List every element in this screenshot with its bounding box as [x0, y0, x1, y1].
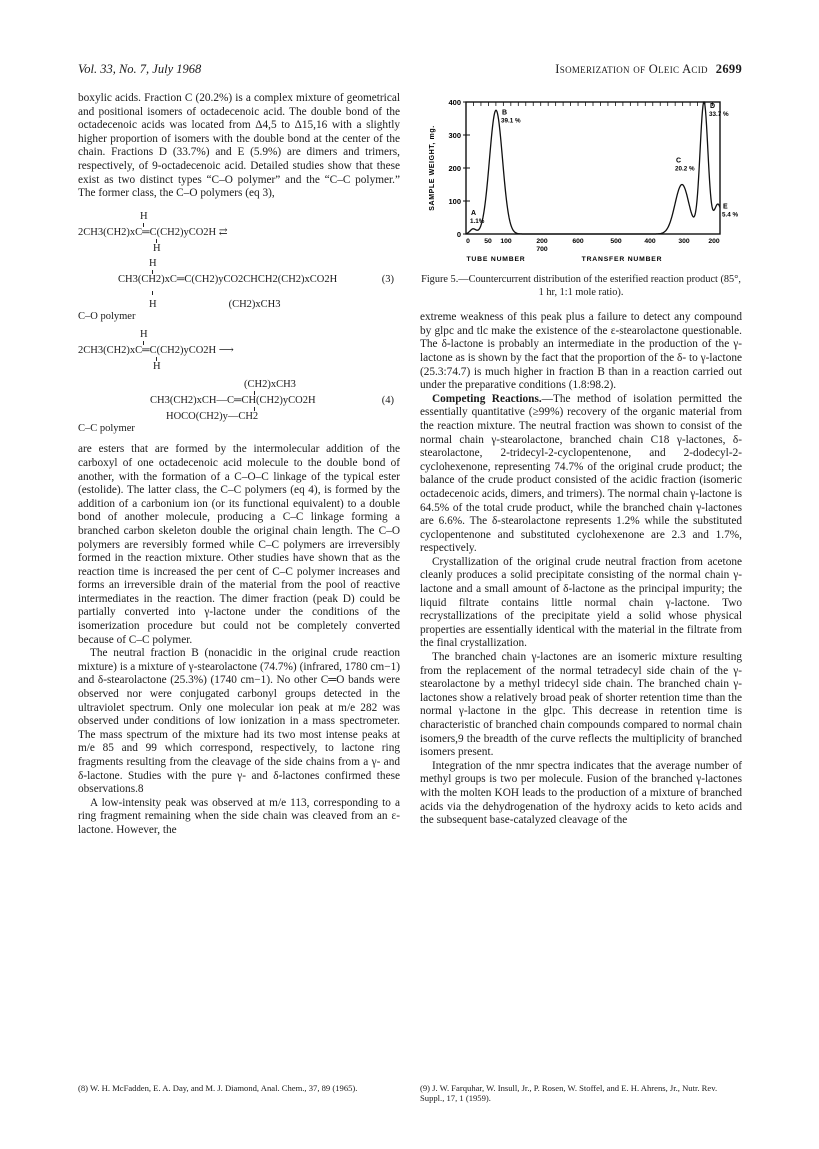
paragraph: The neutral fraction B (nonacidic in the original crude reaction mixture) is a mixture of γ-stearolactone (74.7%) (infrared, 1780 cm−1) and δ-stearolactone (25.3%) (1740 cm−1). No other C═O bands were observed nor were conjugated carbonyl groups detected in the ultraviolet spectrum. Only one molecular ion peak at m/e 282 was observed under conditions of low ionization in a mass spectrometer. The mass spectrum of the mixture had its two most intense peaks at m/e 85 and 99 which correspond, respectively, to lactone ring fragments resulting from the cleavage of the side chains from a γ- and δ-lactone. Studies with the pure γ- and δ-lactones confirmed these observations.8 [78, 647, 400, 796]
peak-letter-e: E [723, 203, 728, 211]
equation-caption: C–C polymer [78, 423, 135, 435]
page-number: 2699 [715, 62, 742, 76]
x-tick-label-transfer: 400 [644, 238, 656, 245]
paragraph: are esters that are formed by the intermolecular addition of the carboxyl of one octadecenoic acid molecule to the double bond of another, with the formation of a C–O–C linkage of the typical ester (estolide). The latter class, the C–C polymers (eq 4), is formed by the addition of a carbonium ion (or its functional equivalent) to a double bond of another molecule, producing a C–C linkage forming a branched carbon skeleton double the original chain length. The C–O polymers are reversibly formed while C–C polymers are irreversibly formed in the reaction mixture. Other studies have shown that as the reaction time is increased the per cent of C–C polymer increases and forms an irreversible drain of the material from the pool of reactive intermediates in the reaction. The dimer fraction (peak D) could be partially converted into γ-lactone under the conditions of the isomerization procedure but could not be completely converted because of C–C polymer. [78, 443, 400, 646]
running-header [78, 62, 742, 82]
y-tick-label: 100 [448, 197, 461, 206]
section-runin-heading: Competing Reactions. [432, 392, 542, 405]
paragraph: Crystallization of the original crude neutral fraction from acetone cleanly produces a solid precipitate consisting of the normal chain γ-lactone and a small amount of δ-lactone as the principal impurity; the liquid filtrate contains little normal chain γ-lactone. Two recrystallizations of the precipitate yield a solid whose physical properties are essentially identical with the material in the filtrate from the final crystallization. [420, 555, 742, 650]
peak-letter-b: B [502, 109, 508, 117]
countercurrent-chart [420, 92, 742, 270]
y-tick-label: 400 [448, 98, 461, 107]
y-axis-label: SAMPLE WEIGHT, mg. [429, 125, 436, 211]
x-tick-label-transfer: 700 [536, 246, 548, 253]
x-tick-label-tube: 50 [484, 238, 492, 245]
x-tick-label-tube: 200 [536, 238, 548, 245]
paragraph: boxylic acids. Fraction C (20.2%) is a complex mixture of geometrical and positional isomers of octadecenoic acid. The double bond of the octadecenoic acids was located from Δ4,5 to Δ15,16 with a slightly higher proportion of isomers with the double bond at the center of the chain. Fractions D (33.7%) and E (5.9%) are dimers and trimers, respectively, of 9-octadecenoic acid. Detailed studies show that these exist as two distinct types “C–O polymer” and the “C–C polymer.” The former class, the C–O polymers (eq 3), [78, 92, 400, 200]
x-axis-label-tube: TUBE NUMBER [466, 256, 526, 263]
peak-percent-e: 5.4 % [722, 211, 739, 219]
peak-percent-b: 39.1 % [501, 117, 521, 125]
equation-4: H 2CH3(CH2)xC═C(CH2)yCO2H ⟶ H (CH2)xCH3 CH3(CH2)xCH—C═CH(CH2)yCO2H (4) HOCO(CH2)y—CH2 C–C polymer [78, 329, 400, 435]
y-tick-label: 0 [456, 230, 461, 239]
running-title: Isomerization of Oleic Acid 2699 [555, 62, 742, 76]
x-tick-label-transfer: 300 [678, 238, 690, 245]
paragraph: The branched chain γ-lactones are an isomeric mixture resulting from the replacement of the normal tetradecyl side chain of the γ-stearolactone by a methyl tridecyl side chain. The branched chain γ-lactones show a relatively broad peak of shorter retention time than the normal γ-lactone in the glpc. This decrease in retention time is characteristic of branched chain compounds compared to normal chain isomers,9 the breadth of the curve reflects the multiplicity of branched isomers present. [420, 651, 742, 759]
paragraph: extreme weakness of this peak plus a failure to detect any compound by glpc and tlc make the existence of the ε-stearolactone questionable. The δ-lactone is probably an intermediate in the production of the γ-lactone as is shown by the fact that the proportion of the δ- to γ-lactone (25.3:74.7) is much higher in fraction B than in a reaction carried out under the preparative conditions (1.8:98.2). [420, 311, 742, 392]
peak-percent-a: 1.1% [470, 218, 485, 226]
right-column [420, 92, 742, 828]
x-axis-label-transfer: TRANSFER NUMBER [581, 256, 663, 263]
x-tick-label-transfer: 500 [610, 238, 622, 245]
equation-number: (3) [381, 273, 394, 285]
paragraph: A low-intensity peak was observed at m/e 113, corresponding to a ring fragment remaining when the side chain was cleaved from an ε-lactone. However, the [78, 796, 400, 836]
x-tick-label-tube: 100 [500, 238, 512, 245]
x-tick-label-transfer: 600 [572, 238, 584, 245]
peak-letter-c: C [676, 157, 682, 165]
paragraph: Competing Reactions.—The method of isolation permitted the essentially quantitative (≥99%) recovery of the organic material from the reaction mixture. The neutral fraction was shown to consist of the normal chain γ-stearolactone, branched chain C18 γ-lactones, δ-stearolactone, 2-tridecyl-2-cyclopentenone, and 2-dodecyl-2-cyclohexenone, representing 74.7% of the original crude product; the balance of the crude product consisted of the acidic fraction (isomeric octadecenoic acids, dimers, and trimers). The normal chain γ-lactone is 64.5% of the total crude product, while the branched chain γ-lactones are 6.6%. The δ-stearolactone represents 1.2% while the substituted cyclopentenone and substituted cyclohexenone are 2.3 and 1.7%, respectively. [420, 392, 742, 555]
equation-line: CH3(CH2)xC═C(CH2)yCO2CHCH2(CH2)xCO2H (3) [118, 273, 394, 285]
equation-line: CH3(CH2)xCH—C═CH(CH2)yCO2H (4) [150, 395, 394, 407]
paragraph: Integration of the nmr spectra indicates that the average number of methyl groups is two per molecule. Fusion of the branched γ-lactones with the molten KOH leads to the production of a mixture of branched acids via the dehydrogenation of the hydroxy acids to keto acids and the subsequent base-catalyzed cleavage of the [420, 759, 742, 827]
figure-5 [420, 92, 742, 270]
equation-line: 2CH3(CH2)xC═C(CH2)yCO2H ⟶ [78, 345, 234, 357]
footnote-9: (9) J. W. Farquhar, W. Insull, Jr., P. Rosen, W. Stoffel, and E. H. Ahrens, Jr., Nutr. Rev. Suppl., 17, 1 (1959). [420, 1083, 718, 1104]
journal-volume: Vol. 33, No. 7, July 1968 [78, 62, 202, 76]
footnote-8: (8) W. H. McFadden, E. A. Day, and M. J. Diamond, Anal. Chem., 37, 89 (1965). [78, 1083, 358, 1093]
figure-caption: Figure 5.—Countercurrent distribution of the esterified reaction product (85°, 1 hr, 1:1 mole ratio). [421, 274, 741, 298]
y-tick-label: 300 [448, 131, 461, 140]
peak-letter-a: A [471, 210, 477, 218]
x-tick-label-tube: 0 [466, 238, 470, 245]
peak-percent-c: 20.2 % [675, 165, 695, 173]
equation-caption: C–O polymer [78, 311, 136, 323]
y-tick-label: 200 [448, 164, 461, 173]
equation-3: H 2CH3(CH2)xC═C(CH2)yCO2H ⇄ H H CH3(CH2)xC═C(CH2)yCO2CHCH2(CH2)xCO2H (3) H (CH2)xCH3 C–O polymer [78, 211, 400, 324]
equation-line: 2CH3(CH2)xC═C(CH2)yCO2H ⇄ [78, 226, 228, 238]
peak-letter-d: D [710, 103, 716, 110]
left-column [78, 92, 400, 838]
equation-number: (4) [381, 395, 394, 407]
x-tick-label-transfer: 200 [708, 238, 720, 245]
peak-percent-d: 33.7 % [709, 111, 729, 118]
